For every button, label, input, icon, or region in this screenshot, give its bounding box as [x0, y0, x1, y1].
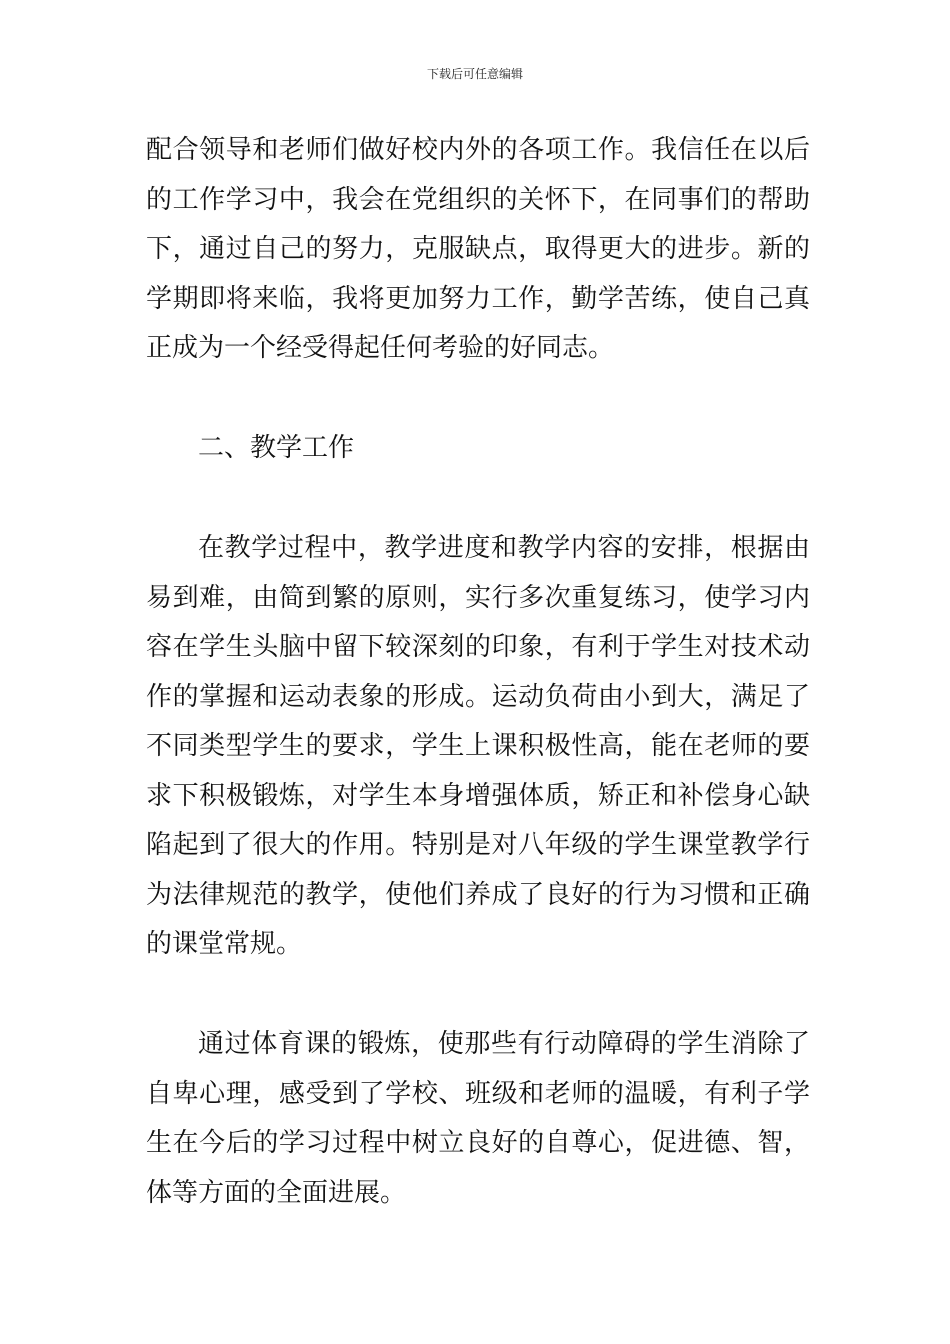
paragraph-teaching-process	[146, 524, 810, 970]
paragraph-text: 配合领导和老师们做好校内外的各项工作。我信任在以后的工作学习中，我会在党组织的关怀下，在同事们的帮助下，通过自己的努力，克服缺点，取得更大的进步。新的学期即将来临，我将更加努力工作，勤学苦练，使自己真正成为一个经受得起任何考验的好同志。	[146, 135, 810, 363]
page-header: 下载后可任意编辑	[426, 67, 523, 81]
paragraph-pe-benefits	[146, 1020, 810, 1218]
paragraph-continuation	[146, 126, 810, 374]
paragraph-text: 在教学过程中，教学进度和教学内容的安排，根据由易到难，由简到繁的原则，实行多次重复练习，使学习内容在学生头脑中留下较深刻的印象，有利于学生对技术动作的掌握和运动表象的形成。运动负荷由小到大，满足了不同类型学生的要求，学生上课积极性高，能在老师的要求下积极锻炼，对学生本身增强体质，矫正和补偿身心缺陷起到了很大的作用。特别是对八年级的学生课堂教学行为法律规范的教学，使他们养成了良好的行为习惯和正确的课堂常规。	[146, 533, 810, 959]
section-heading-text: 二、教学工作	[198, 433, 355, 463]
paragraph-text: 通过体育课的锻炼，使那些有行动障碍的学生消除了自卑心理，感受到了学校、班级和老师的温暖，有利子学生在今后的学习过程中树立良好的自尊心，促进德、智，体等方面的全面进展。	[146, 1029, 810, 1208]
section-heading	[198, 424, 798, 474]
